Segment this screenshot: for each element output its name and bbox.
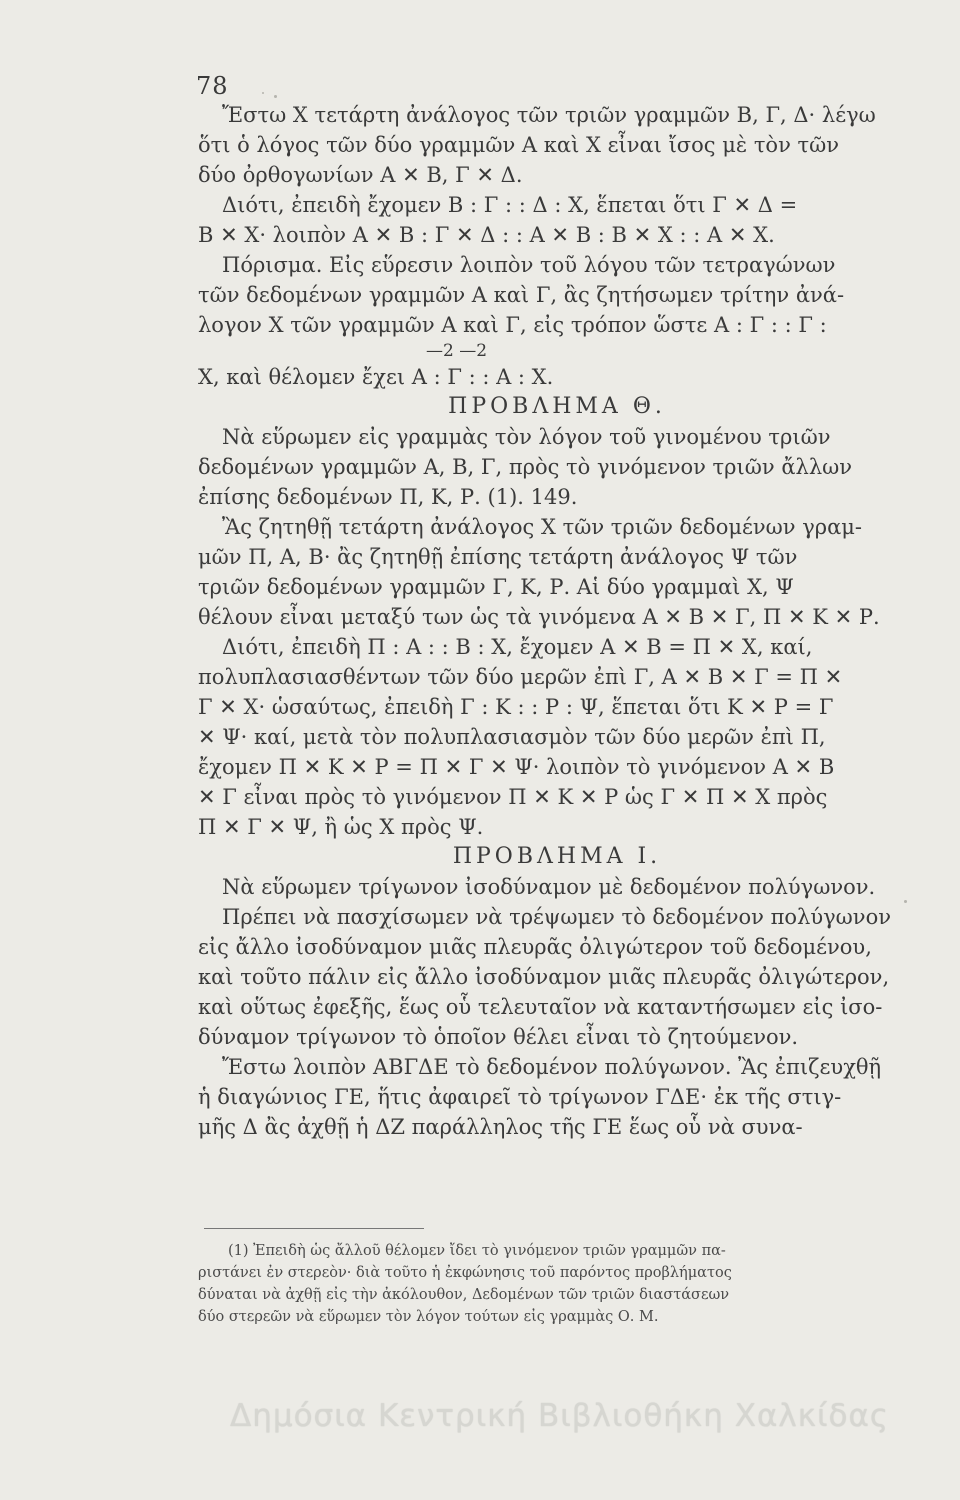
text-line: Π ✕ Γ ✕ Ψ, ἢ ὡς Χ πρὸς Ψ. bbox=[198, 815, 484, 839]
footnote-line: δύο στερεῶν νὰ εὕρωμεν τὸν λόγον τούτων εἰς γραμμὰς Ο. Μ. bbox=[198, 1309, 659, 1325]
text-line: δεδομένων γραμμῶν Α, Β, Γ, πρὸς τὸ γινόμενον τριῶν ἄλλων bbox=[198, 455, 853, 479]
page-number: 78 bbox=[196, 72, 229, 100]
footnote-line: δύναται νὰ ἀχθῇ εἰς τὴν ἀκόλουθον, Δεδομένων τῶν τριῶν διαστάσεων bbox=[198, 1287, 730, 1303]
text-line: τριῶν δεδομένων γραμμῶν Γ, Κ, Ρ. Αἱ δύο γραμμαὶ Χ, Ψ bbox=[198, 575, 794, 599]
text-line: λογον Χ τῶν γραμμῶν Α καὶ Γ, εἰς τρόπον ὥστε Α : Γ : : Γ : bbox=[198, 313, 827, 337]
text-line: μῶν Π, Α, Β· ἂς ζητηθῇ ἐπίσης τετάρτη ἀνάλογος Ψ τῶν bbox=[198, 545, 798, 569]
text-line: καὶ οὕτως ἐφεξῆς, ἕως οὗ τελευταῖον νὰ καταντήσωμεν εἰς ἰσο- bbox=[198, 995, 883, 1019]
footnote-line: ριστάνει ἐν στερεὸν· διὰ τοῦτο ἡ ἐκφώνησις τοῦ παρόντος προβλήματος bbox=[198, 1265, 732, 1281]
speck bbox=[274, 95, 277, 98]
text-line: δύο ὀρθογωνίων Α ✕ Β, Γ ✕ Δ. bbox=[198, 163, 523, 187]
text-line: Πρέπει νὰ πασχίσωμεν νὰ τρέψωμεν τὸ δεδομένον πολύγωνον bbox=[222, 905, 891, 929]
text-line: καὶ τοῦτο πάλιν εἰς ἄλλο ἰσοδύναμον μιᾶς πλευρᾶς ὀλιγώτερον, bbox=[198, 965, 890, 989]
text-line: Ἔστω λοιπὸν ΑΒΓΔΕ τὸ δεδομένον πολύγωνον. Ἂς ἐπιζευχθῇ bbox=[222, 1055, 882, 1079]
text-line: Γ ✕ Χ· ὡσαύτως, ἐπειδὴ Γ : Κ : : Ρ : Ψ, ἕπεται ὅτι Κ ✕ Ρ = Γ bbox=[198, 695, 834, 719]
library-watermark: Δημόσια Κεντρική Βιβλιοθήκη Χαλκίδας bbox=[230, 1398, 890, 1434]
text-line: Ἂς ζητηθῇ τετάρτη ἀνάλογος Χ τῶν τριῶν δεδομένων γραμ- bbox=[222, 515, 863, 539]
text-line: ἡ διαγώνιος ΓΕ, ἥτις ἀφαιρεῖ τὸ τρίγωνον ΓΔΕ· ἐκ τῆς στιγ- bbox=[198, 1085, 842, 1109]
text-line: Χ, καὶ θέλομεν ἔχει Α : Γ : : Α : Χ. bbox=[198, 365, 554, 389]
text-line: μῆς Δ ἂς ἀχθῇ ἡ ΔΖ παράλληλος τῆς ΓΕ ἕως οὗ νὰ συνα- bbox=[198, 1115, 803, 1139]
text-line: θέλουν εἶναι μεταξύ των ὡς τὰ γινόμενα Α ✕ Β ✕ Γ, Π ✕ Κ ✕ Ρ. bbox=[198, 605, 880, 629]
text-line: Νὰ εὕρωμεν τρίγωνον ἰσοδύναμον μὲ δεδομένον πολύγωνον. bbox=[222, 875, 876, 899]
speck bbox=[904, 900, 907, 903]
text-line: ὅτι ὁ λόγος τῶν δύο γραμμῶν Α καὶ Χ εἶναι ἴσος μὲ τὸν τῶν bbox=[198, 133, 840, 157]
footnote-rule bbox=[204, 1228, 424, 1229]
text-line: ἔχομεν Π ✕ Κ ✕ Ρ = Π ✕ Γ ✕ Ψ· λοιπὸν τὸ γινόμενον Α ✕ Β bbox=[198, 755, 835, 779]
problem-heading: ΠΡΟΒΛΗΜΑ Θ. bbox=[448, 394, 666, 419]
text-line: τῶν δεδομένων γραμμῶν Α καὶ Γ, ἂς ζητήσωμεν τρίτην ἀνά- bbox=[198, 283, 845, 307]
footnote bbox=[198, 1240, 916, 1328]
main-text bbox=[198, 100, 916, 1142]
text-line: πολυπλασιασθέντων τῶν δύο μερῶν ἐπὶ Γ, Α ✕ Β ✕ Γ = Π ✕ bbox=[198, 665, 843, 689]
text-line: Νὰ εὕρωμεν εἰς γραμμὰς τὸν λόγον τοῦ γινομένου τριῶν bbox=[222, 425, 831, 449]
text-line: Διότι, ἐπειδὴ Π : Α : : Β : Χ, ἔχομεν Α ✕ Β = Π ✕ Χ, καί, bbox=[222, 635, 813, 659]
text-line: Πόρισμα. Εἰς εὕρεσιν λοιπὸν τοῦ λόγου τῶν τετραγώνων bbox=[222, 253, 836, 277]
text-line: —2 —2 bbox=[426, 341, 488, 361]
text-line: Ἔστω Χ τετάρτη ἀνάλογος τῶν τριῶν γραμμῶν Β, Γ, Δ· λέγω bbox=[222, 103, 876, 127]
problem-heading: ΠΡΟΒΛΗΜΑ Ι. bbox=[452, 844, 662, 869]
text-line: ἐπίσης δεδομένων Π, Κ, Ρ. (1). 149. bbox=[198, 485, 578, 509]
text-line: Διότι, ἐπειδὴ ἔχομεν Β : Γ : : Δ : Χ, ἕπεται ὅτι Γ ✕ Δ = bbox=[222, 193, 798, 217]
text-line: ✕ Ψ· καί, μετὰ τὸν πολυπλασιασμὸν τῶν δύο μερῶν ἐπὶ Π, bbox=[198, 725, 826, 749]
text-line: δύναμον τρίγωνον τὸ ὁποῖον θέλει εἶναι τὸ ζητούμενον. bbox=[198, 1025, 799, 1049]
text-line: ✕ Γ εἶναι πρὸς τὸ γινόμενον Π ✕ Κ ✕ Ρ ὡς Γ ✕ Π ✕ Χ πρὸς bbox=[198, 785, 828, 809]
footnote-line: (1) Ἐπειδὴ ὡς ἄλλοῦ θέλομεν ἴδει τὸ γινόμενον τριῶν γραμμῶν πα- bbox=[228, 1243, 726, 1259]
text-line: εἰς ἄλλο ἰσοδύναμον μιᾶς πλευρᾶς ὀλιγώτερον τοῦ δεδομένου, bbox=[198, 935, 872, 959]
text-line: Β ✕ Χ· λοιπὸν Α ✕ Β : Γ ✕ Δ : : Α ✕ Β : Β ✕ Χ : : Α ✕ Χ. bbox=[198, 223, 775, 247]
speck bbox=[262, 92, 264, 94]
